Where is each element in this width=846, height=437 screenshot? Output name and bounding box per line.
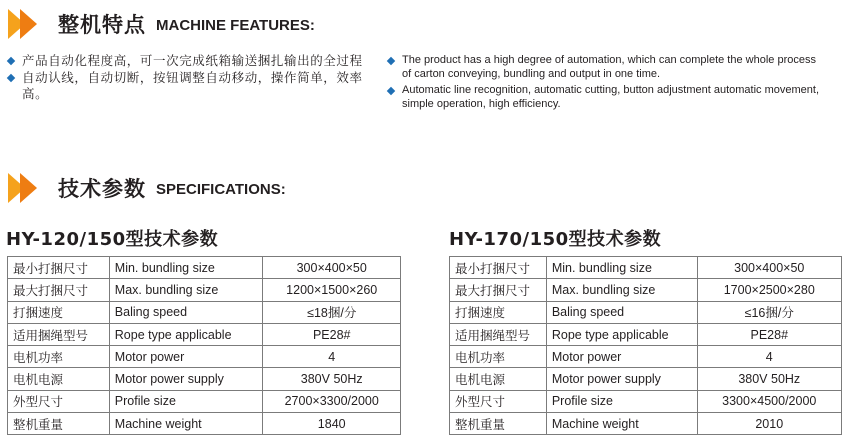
features-heading xyxy=(6,9,315,39)
features-title-cn: 整机特点 xyxy=(58,13,146,37)
spec-label-cn: 外型尺寸 xyxy=(8,390,110,412)
spec-label-cn: 电机功率 xyxy=(8,346,110,368)
spec-value: 300×400×50 xyxy=(263,257,401,279)
spec-label-en: Min. bundling size xyxy=(546,257,697,279)
spec-value: 380V 50Hz xyxy=(697,368,841,390)
table-row xyxy=(8,346,401,368)
feature-text: Automatic line recognition, automatic cutting, button adjustment automatic movement, simple operation, high efficiency. xyxy=(402,84,819,110)
spec-value: 300×400×50 xyxy=(697,257,841,279)
table-row xyxy=(450,413,842,435)
spec-value: 380V 50Hz xyxy=(263,368,401,390)
specs-heading xyxy=(6,173,286,203)
spec-label-en: Profile size xyxy=(109,390,263,412)
spec-label-en: Max. bundling size xyxy=(109,279,263,301)
feature-text: 自动认线，自动切断，按钮调整自动移动，操作简单，效率高。 xyxy=(22,70,363,101)
spec-label-cn: 打捆速度 xyxy=(8,301,110,323)
feature-item-cn-2 xyxy=(6,70,368,102)
feature-text: The product has a high degree of automation, which can complete the whole process of carton conveying, bundling and output in one time. xyxy=(402,54,816,80)
spec-value: PE28# xyxy=(697,323,841,345)
diamond-bullet-icon xyxy=(387,87,395,95)
spec-label-cn: 整机重量 xyxy=(8,413,110,435)
feature-text: 产品自动化程度高，可一次完成纸箱输送捆扎输出的全过程 xyxy=(22,53,363,68)
spec-label-cn: 最小打捆尺寸 xyxy=(450,257,547,279)
table-row xyxy=(450,279,842,301)
specs-title-en: SPECIFICATIONS: xyxy=(156,180,286,198)
spec-label-en: Motor power supply xyxy=(546,368,697,390)
feature-item-cn-1 xyxy=(6,53,368,69)
spec-value: 2010 xyxy=(697,413,841,435)
spec-label-en: Baling speed xyxy=(109,301,263,323)
features-title-en: MACHINE FEATURES: xyxy=(156,16,315,34)
spec-label-cn: 外型尺寸 xyxy=(450,390,547,412)
diamond-bullet-icon xyxy=(7,57,15,65)
double-chevron-icon xyxy=(6,9,44,39)
spec-value: ≤18捆/分 xyxy=(263,301,401,323)
spec-label-en: Baling speed xyxy=(546,301,697,323)
spec-label-cn: 电机功率 xyxy=(450,346,547,368)
double-chevron-icon xyxy=(6,173,44,203)
spec-label-en: Machine weight xyxy=(109,413,263,435)
spec-label-cn: 电机电源 xyxy=(450,368,547,390)
spec-label-en: Machine weight xyxy=(546,413,697,435)
spec-label-cn: 最大打捆尺寸 xyxy=(8,279,110,301)
table-row xyxy=(8,301,401,323)
spec-value: 4 xyxy=(697,346,841,368)
table-row xyxy=(450,257,842,279)
features-list-en xyxy=(386,53,826,111)
spec-label-cn: 打捆速度 xyxy=(450,301,547,323)
table-row xyxy=(8,279,401,301)
spec-table-1 xyxy=(7,256,401,435)
spec-label-en: Rope type applicable xyxy=(546,323,697,345)
table-row xyxy=(450,346,842,368)
spec-table-2 xyxy=(449,256,842,435)
feature-item-en-1 xyxy=(386,53,826,81)
spec-label-en: Motor power xyxy=(546,346,697,368)
spec-label-en: Motor power xyxy=(109,346,263,368)
spec-value: 3300×4500/2000 xyxy=(697,390,841,412)
spec-value: 1840 xyxy=(263,413,401,435)
spec-label-en: Max. bundling size xyxy=(546,279,697,301)
feature-item-en-2 xyxy=(386,83,826,111)
spec-label-cn: 适用捆绳型号 xyxy=(450,323,547,345)
table-row xyxy=(450,390,842,412)
table-row xyxy=(450,323,842,345)
diamond-bullet-icon xyxy=(387,57,395,65)
spec-value: ≤16捆/分 xyxy=(697,301,841,323)
features-list-cn xyxy=(6,53,368,102)
spec-value: 2700×3300/2000 xyxy=(263,390,401,412)
table-row xyxy=(8,368,401,390)
table-1-title: HY-120/150型技术参数 xyxy=(6,229,219,250)
table-row xyxy=(8,323,401,345)
table-row xyxy=(8,413,401,435)
spec-label-en: Rope type applicable xyxy=(109,323,263,345)
spec-label-cn: 整机重量 xyxy=(450,413,547,435)
table-row xyxy=(8,390,401,412)
spec-label-cn: 最大打捆尺寸 xyxy=(450,279,547,301)
spec-value: 1200×1500×260 xyxy=(263,279,401,301)
spec-value: PE28# xyxy=(263,323,401,345)
table-2-title: HY-170/150型技术参数 xyxy=(449,229,662,250)
specs-title-cn: 技术参数 xyxy=(58,177,146,201)
spec-label-cn: 最小打捆尺寸 xyxy=(8,257,110,279)
spec-label-en: Motor power supply xyxy=(109,368,263,390)
diamond-bullet-icon xyxy=(7,74,15,82)
spec-value: 4 xyxy=(263,346,401,368)
table-row xyxy=(450,301,842,323)
spec-label-cn: 电机电源 xyxy=(8,368,110,390)
table-row xyxy=(8,257,401,279)
table-row xyxy=(450,368,842,390)
spec-label-en: Profile size xyxy=(546,390,697,412)
spec-label-cn: 适用捆绳型号 xyxy=(8,323,110,345)
spec-label-en: Min. bundling size xyxy=(109,257,263,279)
spec-value: 1700×2500×280 xyxy=(697,279,841,301)
